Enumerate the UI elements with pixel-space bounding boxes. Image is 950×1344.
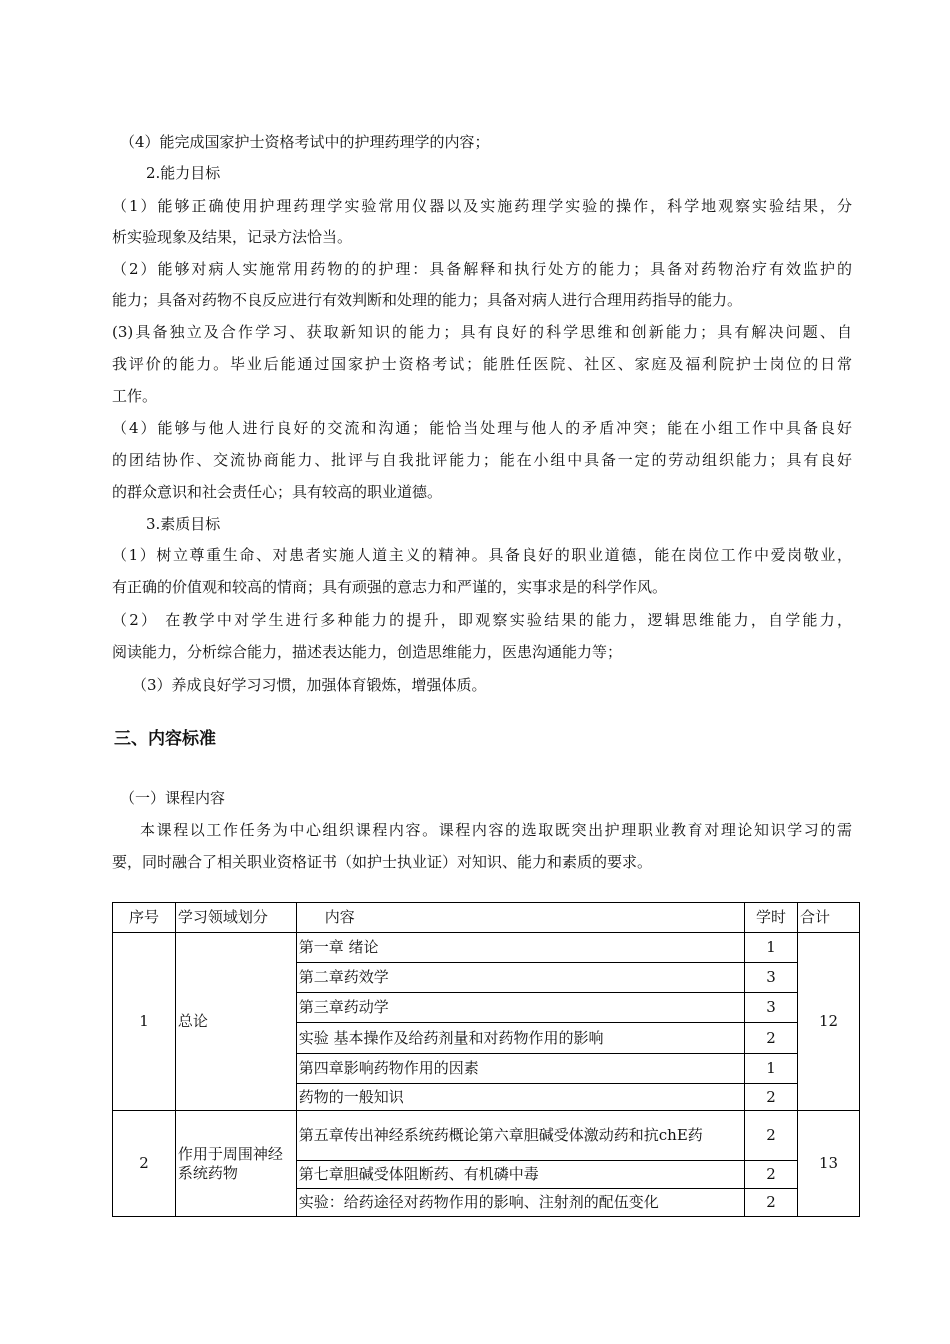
- ability-item-3-line2: 我评价的能力。毕业后能通过国家护士资格考试；能胜任医院、社区、家庭及福利院护士岗位的日常: [112, 355, 852, 373]
- ability-title: 2.能力目标: [146, 164, 221, 182]
- ability-intro: （4）能完成国家护士资格考试中的护理药理学的内容；: [120, 133, 490, 151]
- ability-item-4-line2: 的团结协作、交流协商能力、批评与自我批评能力；能在小组中具备一定的劳动组织能力；具有良好: [112, 451, 852, 469]
- intro-line2: 要，同时融合了相关职业资格证书（如护士执业证）对知识、能力和素质的要求。: [112, 853, 653, 871]
- hours-cell: 1: [745, 1054, 798, 1084]
- ability-item-1-line2: 析实验现象及结果，记录方法恰当。: [112, 228, 353, 246]
- hours-cell: 2: [745, 1084, 798, 1111]
- header-hours: 学时: [745, 903, 798, 933]
- content-cell: 第一章 绪论: [296, 933, 744, 963]
- quality-item-3-line1: （3）养成良好学习习惯，加强体育锻炼，增强体质。: [132, 676, 487, 694]
- ability-item-3-line1: (3)具备独立及合作学习、获取新知识的能力；具有良好的科学思维和创新能力；具有解决问题、自: [112, 323, 852, 341]
- group-1-total: 12: [798, 933, 860, 1111]
- quality-title: 3.素质目标: [146, 515, 221, 533]
- hours-cell: 2: [745, 1111, 798, 1161]
- header-content: 内容: [296, 903, 744, 933]
- group-2-total: 13: [798, 1111, 860, 1217]
- content-cell: 第四章影响药物作用的因素: [296, 1054, 744, 1084]
- ability-item-3-line3: 工作。: [112, 387, 158, 405]
- ability-item-2-line1: （2）能够对病人实施常用药物的的护理：具备解释和执行处方的能力；具备对药物治疗有效监护的: [112, 260, 852, 278]
- content-cell: 第二章药效学: [296, 963, 744, 993]
- header-domain: 学习领域划分: [175, 903, 296, 933]
- ability-item-4-line1: （4）能够与他人进行良好的交流和沟通；能恰当处理与他人的矛盾冲突；能在小组工作中具备良好: [112, 419, 852, 437]
- content-cell: 药物的一般知识: [296, 1084, 744, 1111]
- content-cell: 实验：给药途径对药物作用的影响、注射剂的配伍变化: [296, 1189, 744, 1217]
- ability-item-2-line2: 能力；具备对药物不良反应进行有效判断和处理的能力；具备对病人进行合理用药指导的能力。: [112, 291, 743, 309]
- content-cell: 第五章传出神经系统药概论第六章胆碱受体激动药和抗chE药: [296, 1111, 744, 1161]
- ability-item-4-line3: 的群众意识和社会责任心；具有较高的职业道德。: [112, 483, 443, 501]
- group-1-no: 1: [113, 933, 176, 1111]
- header-no: 序号: [113, 903, 176, 933]
- table-header-row: [113, 903, 860, 933]
- hours-cell: 2: [745, 1189, 798, 1217]
- header-total: 合计: [798, 903, 860, 933]
- quality-item-1-line2: 有正确的价值观和较高的情商；具有顽强的意志力和严谨的，实事求是的科学作风。: [112, 578, 668, 596]
- group-2-no: 2: [113, 1111, 176, 1217]
- ability-item-1-line1: （1）能够正确使用护理药理学实验常用仪器以及实施药理学实验的操作，科学地观察实验结果，分: [112, 197, 852, 215]
- section-heading: 三、内容标准: [114, 729, 216, 749]
- hours-cell: 3: [745, 993, 798, 1023]
- hours-cell: 1: [745, 933, 798, 963]
- content-cell: 第七章胆碱受体阻断药、有机磷中毒: [296, 1161, 744, 1189]
- intro-line1: 本课程以工作任务为中心组织课程内容。课程内容的选取既突出护理职业教育对理论知识学习的需: [140, 821, 852, 839]
- group-1-domain: 总论: [175, 933, 296, 1111]
- hours-cell: 2: [745, 1023, 798, 1054]
- hours-cell: 2: [745, 1161, 798, 1189]
- hours-cell: 3: [745, 963, 798, 993]
- subsection-heading: （一）课程内容: [120, 789, 226, 807]
- quality-item-2-line1: （2） 在教学中对学生进行多种能力的提升，即观察实验结果的能力，逻辑思维能力，自学能力，: [112, 611, 852, 629]
- content-cell: 实验 基本操作及给药剂量和对药物作用的影响: [296, 1023, 744, 1054]
- table-row: [113, 933, 860, 963]
- quality-item-1-line1: （1）树立尊重生命、对患者实施人道主义的精神。具备良好的职业道德，能在岗位工作中爱岗敬业，: [112, 546, 852, 564]
- table-row: [113, 1111, 860, 1161]
- quality-item-2-line2: 阅读能力，分析综合能力，描述表达能力，创造思维能力，医患沟通能力等；: [112, 643, 623, 661]
- course-content-table: [112, 902, 860, 1217]
- group-2-domain: 作用于周围神经系统药物: [175, 1111, 296, 1217]
- content-cell: 第三章药动学: [296, 993, 744, 1023]
